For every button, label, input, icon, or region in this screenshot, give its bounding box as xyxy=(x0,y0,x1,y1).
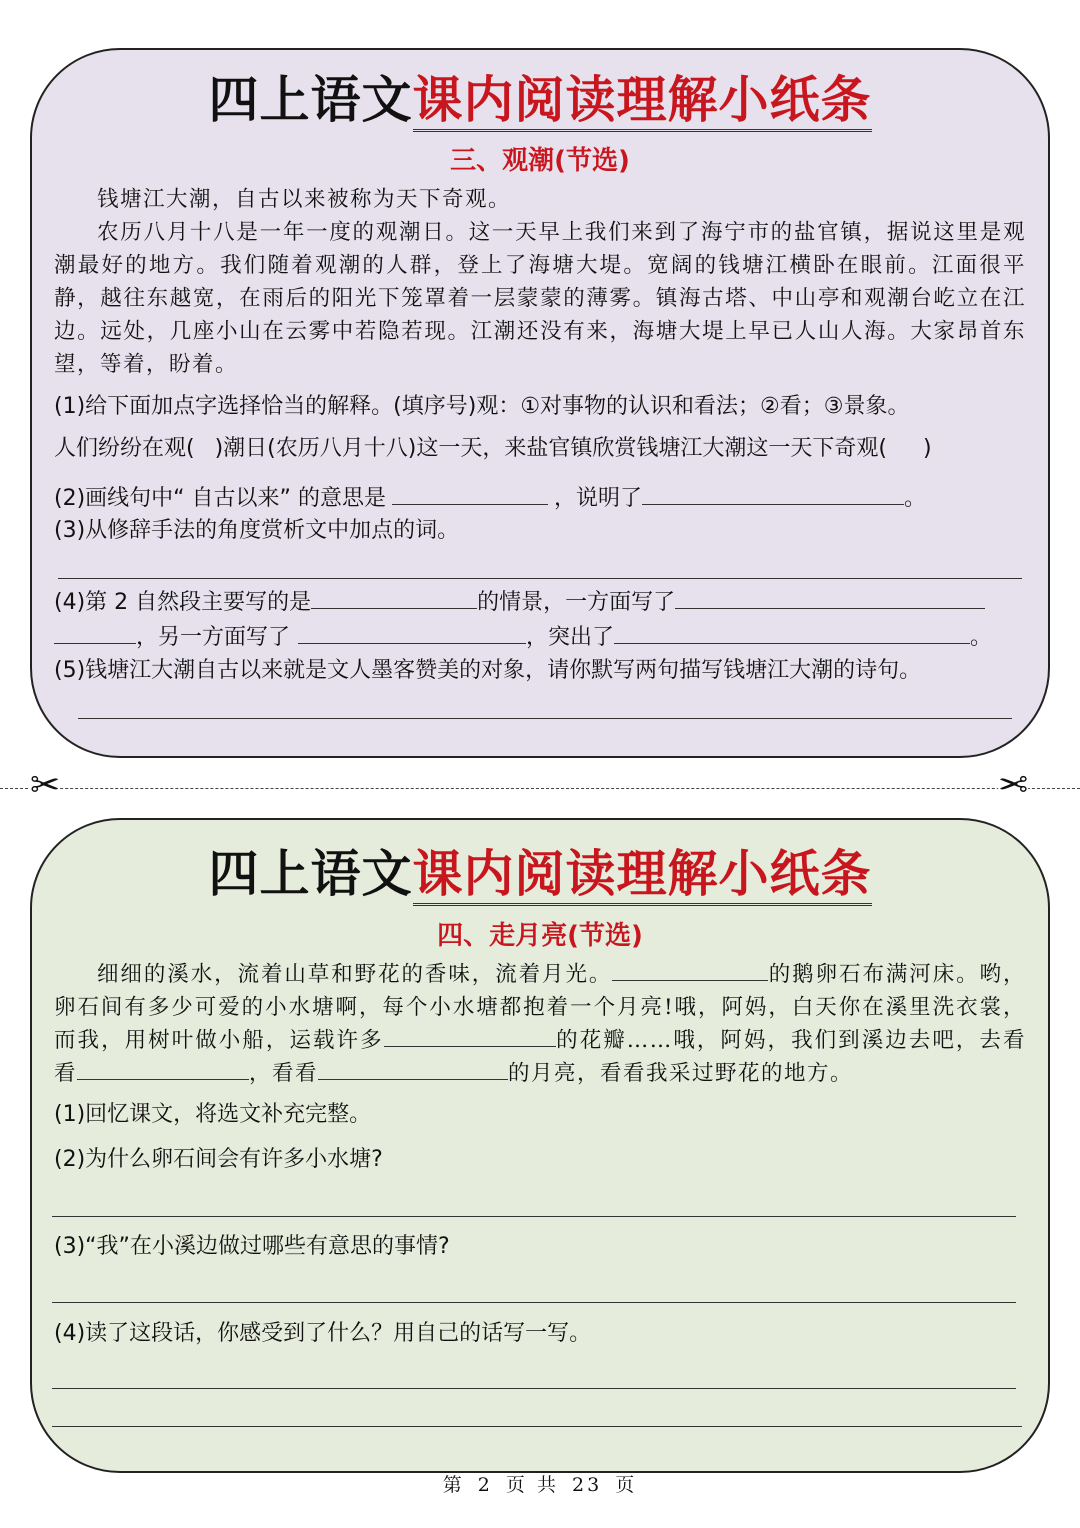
answer-line[interactable] xyxy=(52,1216,1016,1217)
answer-line[interactable] xyxy=(52,1388,1016,1389)
question-3: (3)“我”在小溪边做过哪些有意思的事情? xyxy=(54,1234,450,1259)
reading-card-zouyueliang xyxy=(30,818,1050,1473)
question-4-cont: ，另一方面写了 ，突出了 。 xyxy=(54,621,1026,653)
answer-blank[interactable] xyxy=(675,586,985,609)
question-1-sentence: 人们纷纷在观( )潮日(农历八月十八)这一天，来盐官镇欣赏钱塘江大潮这一天下奇观( ) xyxy=(54,436,932,461)
answer-blank[interactable] xyxy=(384,1024,556,1047)
reading-passage xyxy=(54,183,1026,381)
answer-blank[interactable] xyxy=(318,1057,508,1080)
answer-blank[interactable] xyxy=(612,958,768,981)
question-3: (3)从修辞手法的角度赏析文中加点的词。 xyxy=(54,518,460,543)
passage-paragraph: 细细的溪水，流着山草和野花的香味，流着月光。 的鹅卵石布满河床。哟，卵石间有多少可爱的小水塘啊，每个小水塘都抱着一个月亮!哦，阿妈，白天你在溪里洗衣裳，而我，用树叶做小船，运载许多 的花瓣……哦，阿妈，我们到溪边去吧，去看看 ，看看 的月亮，看看我采过野花的地方。 xyxy=(54,958,1026,1090)
answer-blank[interactable] xyxy=(614,621,970,644)
answer-blank[interactable] xyxy=(311,586,477,609)
answer-blank[interactable] xyxy=(298,621,526,644)
passage-paragraph: 钱塘江大潮，自古以来被称为天下奇观。 xyxy=(97,187,512,212)
card-title: 四上语文课内阅读理解小纸条 xyxy=(32,844,1048,904)
answer-line[interactable] xyxy=(58,578,1022,579)
answer-blank[interactable] xyxy=(54,621,136,644)
question-5: (5)钱塘江大潮自古以来就是文人墨客赞美的对象，请你默写两句描写钱塘江大潮的诗句。 xyxy=(54,658,922,683)
answer-blank[interactable] xyxy=(77,1057,249,1080)
passage-paragraph: 农历八月十八是一年一度的观潮日。这一天早上我们来到了海宁市的盐官镇，据说这里是观潮最好的地方。我们随着观潮的人群，登上了海塘大堤。宽阔的钱塘江横卧在眼前。江面很平静，越往东越宽，在雨后的阳光下笼罩着一层蒙蒙的薄雾。镇海古塔、中山亭和观潮台屹立在江边。远处，几座小山在云雾中若隐若现。江潮还没有来，海塘大堤上早已人山人海。大家昂首东望，等着，盼着。 xyxy=(54,220,1026,377)
reading-card-guanchao xyxy=(30,48,1050,758)
scissors-icon: ✂ xyxy=(998,765,1029,806)
card-title: 四上语文课内阅读理解小纸条 xyxy=(32,70,1048,130)
reading-passage xyxy=(54,958,1026,1090)
scissors-icon: ✂ xyxy=(30,765,61,806)
question-2: (2)画线句中“ 自古以来” 的意思是 ，说明了 。 xyxy=(54,482,1026,514)
answer-blank[interactable] xyxy=(642,482,904,505)
question-2: (2)为什么卵石间会有许多小水塘? xyxy=(54,1147,383,1172)
question-4: (4)读了这段话，你感受到了什么？用自己的话写一写。 xyxy=(54,1321,592,1346)
question-1: (1)回忆课文，将选文补充完整。 xyxy=(54,1102,372,1127)
section-title: 三、观潮(节选) xyxy=(450,146,630,176)
answer-blank[interactable] xyxy=(392,482,548,505)
answer-line[interactable] xyxy=(78,718,1012,719)
question-1: (1)给下面加点字选择恰当的解释。(填序号)观：①对事物的认识和看法；②看；③景象。 xyxy=(54,394,910,419)
page-total: 23 xyxy=(572,1474,603,1496)
page-number: 2 xyxy=(477,1474,493,1496)
cut-line xyxy=(0,788,1080,789)
page-footer: 第 2 页 共 23 页 xyxy=(442,1474,638,1496)
answer-line[interactable] xyxy=(52,1426,1022,1427)
question-4: (4)第 2 自然段主要写的是 的情景，一方面写了 xyxy=(54,586,1026,618)
answer-line[interactable] xyxy=(52,1302,1016,1303)
section-title: 四、走月亮(节选) xyxy=(437,921,643,951)
